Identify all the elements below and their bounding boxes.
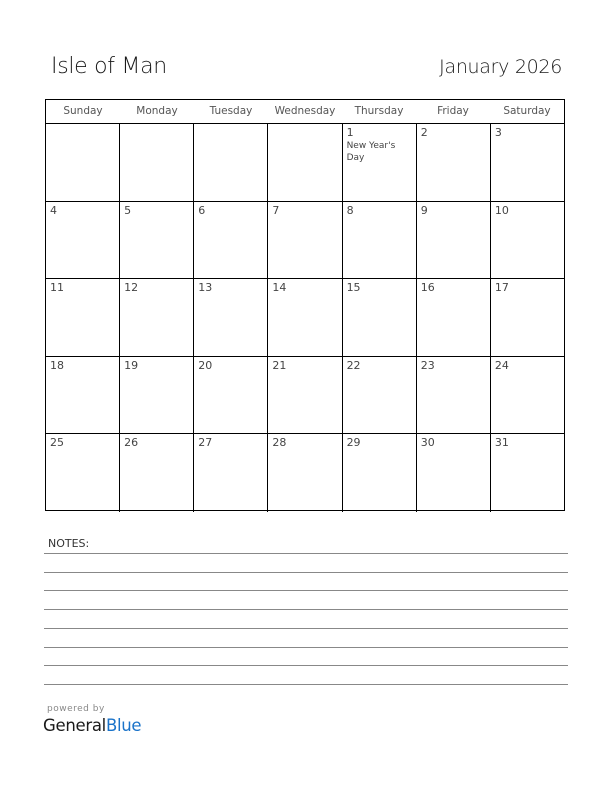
day-number: 31: [494, 436, 509, 450]
day-number: 1: [346, 126, 354, 139]
day-number: 22: [346, 358, 361, 372]
day-cell: [268, 202, 342, 279]
day-cell: [120, 202, 194, 279]
day-cell: [120, 357, 194, 434]
day-number: 16: [420, 281, 435, 295]
day-number: 29: [346, 436, 361, 450]
day-cell: [46, 202, 120, 279]
day-number: 7: [272, 203, 280, 217]
day-cell: [268, 124, 342, 201]
day-cell: [120, 434, 194, 512]
day-cell: [194, 434, 268, 512]
day-cell: [120, 279, 194, 356]
day-number: 15: [346, 281, 361, 295]
week-row-5: [46, 434, 564, 512]
day-cell: [343, 279, 417, 356]
week-row-2: [46, 202, 564, 280]
day-cell: [343, 357, 417, 434]
day-cell: [343, 434, 417, 512]
day-cell: [268, 434, 342, 512]
notes-line: [44, 628, 568, 629]
day-cell: [46, 124, 120, 201]
week-row-4: [46, 357, 564, 435]
day-cell: [417, 202, 491, 279]
weekday-wednesday: Wednesday: [274, 105, 336, 117]
day-cell: [194, 124, 268, 201]
day-cell: [343, 124, 417, 201]
page-title: Isle of Man: [51, 54, 167, 79]
day-number: 5: [124, 203, 132, 217]
day-cell: [491, 279, 564, 356]
day-number: 10: [494, 203, 509, 217]
weekday-friday: Friday: [437, 105, 469, 117]
day-number: 17: [494, 281, 509, 295]
weekday-thursday: Thursday: [354, 105, 404, 117]
powered-by-label: powered by: [47, 704, 105, 714]
day-number: 25: [50, 436, 64, 450]
calendar-grid: [45, 99, 565, 511]
day-number: 8: [346, 203, 354, 217]
brand-blue: Blue: [105, 716, 142, 735]
day-cell: [194, 357, 268, 434]
day-number: 27: [198, 436, 213, 450]
week-row-3: [46, 279, 564, 357]
day-number: 13: [198, 281, 213, 295]
notes-line: [44, 609, 568, 610]
brand-general: General: [43, 716, 106, 735]
day-cell: [120, 124, 194, 201]
week-row-1: [46, 124, 564, 202]
day-cell: [417, 357, 491, 434]
notes-line: [44, 553, 568, 554]
holiday-label: New Year's Day: [346, 141, 396, 163]
day-cell: [491, 434, 564, 512]
day-cell: [491, 357, 564, 434]
day-cell: [491, 124, 564, 201]
month-year-label: January 2026: [439, 56, 562, 78]
day-cell: [268, 357, 342, 434]
day-number: 21: [272, 358, 287, 372]
day-number: 19: [124, 358, 139, 372]
day-cell: [417, 434, 491, 512]
day-number: 14: [272, 281, 287, 295]
day-cell: [343, 202, 417, 279]
day-cell: [417, 279, 491, 356]
day-number: 28: [272, 436, 287, 450]
day-cell: [46, 357, 120, 434]
weekday-header-row: [46, 100, 564, 124]
weekday-tuesday: Tuesday: [209, 105, 253, 117]
day-number: 6: [198, 203, 206, 217]
day-number: 20: [198, 358, 213, 372]
day-cell: [194, 202, 268, 279]
day-cell: [194, 279, 268, 356]
day-number: 11: [50, 281, 64, 295]
day-number: 30: [420, 436, 435, 450]
day-number: 26: [124, 436, 139, 450]
notes-line: [44, 684, 568, 685]
notes-label: NOTES:: [48, 537, 90, 550]
weekday-sunday: Sunday: [63, 105, 103, 117]
weekday-monday: Monday: [136, 105, 178, 117]
day-number: 4: [50, 203, 57, 217]
day-number: 18: [50, 358, 64, 372]
day-cell: [491, 202, 564, 279]
notes-line: [44, 572, 568, 573]
weekday-saturday: Saturday: [503, 105, 551, 117]
day-number: 23: [420, 358, 435, 372]
day-number: 9: [420, 203, 428, 217]
generalblue-logo: [43, 716, 141, 735]
day-number: 3: [494, 126, 502, 139]
day-number: 24: [494, 358, 509, 372]
notes-line: [44, 590, 568, 591]
day-cell: [268, 279, 342, 356]
notes-line: [44, 647, 568, 648]
notes-line: [44, 665, 568, 666]
day-cell: [46, 279, 120, 356]
day-number: 12: [124, 281, 139, 295]
day-cell: [417, 124, 491, 201]
day-number: 2: [420, 126, 428, 139]
day-cell: [46, 434, 120, 512]
